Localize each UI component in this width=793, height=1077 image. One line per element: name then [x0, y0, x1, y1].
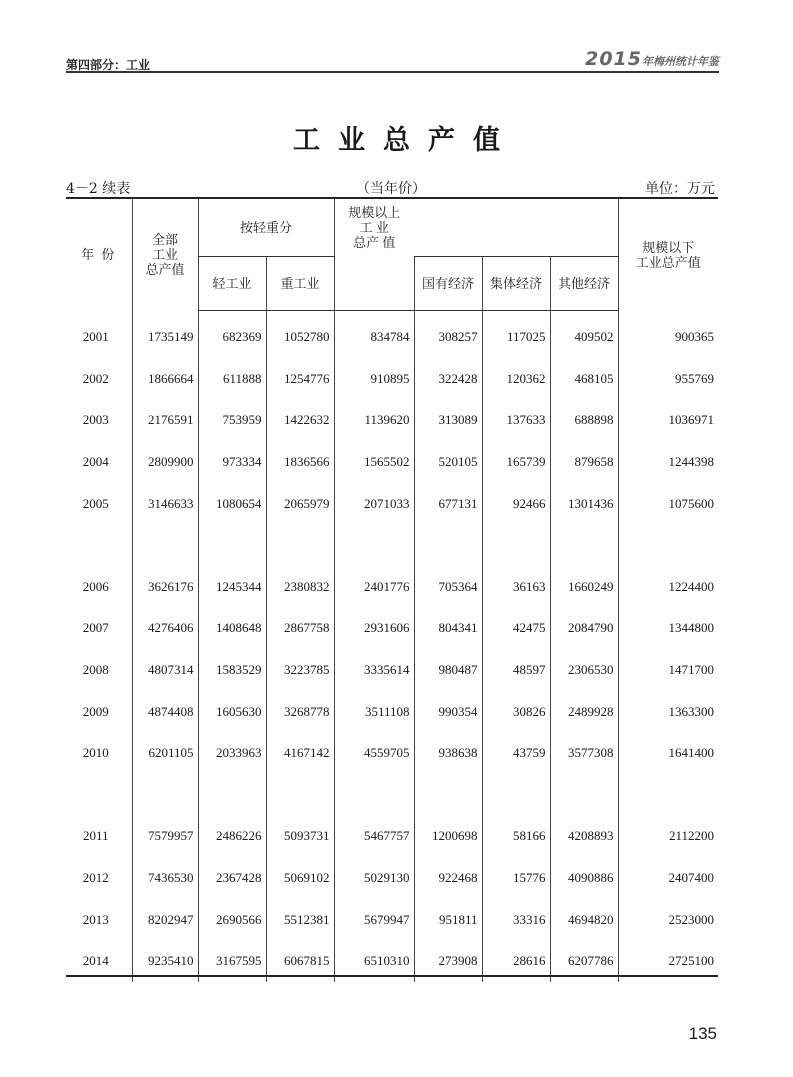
- cell-year: 2011: [82, 828, 109, 844]
- cell-collective: 15776: [482, 857, 550, 899]
- col-header-collective: 集体经济: [482, 256, 550, 310]
- cell-below-scale: 1344800: [618, 608, 718, 650]
- cell-state: 308257: [414, 310, 482, 358]
- cell-other: 409502: [550, 310, 618, 358]
- cell-total: 4874408: [132, 691, 198, 733]
- cell-heavy: 5093731: [266, 816, 334, 858]
- cell-light: 2367428: [198, 857, 266, 899]
- cell-total: 4807314: [132, 649, 198, 691]
- cell-light: 753959: [198, 400, 266, 442]
- cell-state: 322428: [414, 358, 482, 400]
- spacer-cell: [132, 524, 198, 566]
- cell-heavy: 5069102: [266, 857, 334, 899]
- cell-other: 2084790: [550, 608, 618, 650]
- cell-total: 3626176: [132, 566, 198, 608]
- cell-other: 1660249: [550, 566, 618, 608]
- cell-above-scale: 2071033: [334, 483, 414, 525]
- cell-below-scale: 1224400: [618, 566, 718, 608]
- cell-state: 273908: [414, 940, 482, 982]
- cell-below-scale: 955769: [618, 358, 718, 400]
- cell-below-scale: 1641400: [618, 732, 718, 774]
- cell-other: 2306530: [550, 649, 618, 691]
- spacer-cell: [482, 774, 550, 816]
- cell-year: 2001: [82, 329, 109, 345]
- spacer-row: [66, 774, 718, 816]
- spacer-cell: [550, 774, 618, 816]
- cell-total: 7579957: [132, 816, 198, 858]
- cell-above-scale: 3511108: [334, 691, 414, 733]
- yearbook-year: 2015: [585, 48, 642, 70]
- cell-above-scale: 4559705: [334, 732, 414, 774]
- table-row: [66, 732, 718, 774]
- cell-below-scale: 2725100: [618, 940, 718, 982]
- cell-state: 990354: [414, 691, 482, 733]
- cell-below-scale: 1363300: [618, 691, 718, 733]
- cell-collective: 120362: [482, 358, 550, 400]
- spacer-cell: [198, 524, 266, 566]
- cell-year: 2006: [82, 578, 109, 594]
- table-row: [66, 816, 718, 858]
- cell-collective: 58166: [482, 816, 550, 858]
- col-header-below-scale: 规模以下 工业总产值: [618, 198, 718, 310]
- cell-light: 2486226: [198, 816, 266, 858]
- cell-other: 4090886: [550, 857, 618, 899]
- cell-above-scale: 5029130: [334, 857, 414, 899]
- cell-light: 2033963: [198, 732, 266, 774]
- cell-year: 2002: [82, 370, 109, 386]
- yearbook-header: [585, 48, 719, 70]
- cell-collective: 42475: [482, 608, 550, 650]
- table-row: [66, 400, 718, 442]
- cell-state: 520105: [414, 441, 482, 483]
- cell-total: 6201105: [132, 732, 198, 774]
- cell-below-scale: 2112200: [618, 816, 718, 858]
- table-row: [66, 310, 718, 358]
- cell-heavy: 2380832: [266, 566, 334, 608]
- spacer-cell: [66, 774, 132, 816]
- cell-collective: 165739: [482, 441, 550, 483]
- table-row: [66, 483, 718, 525]
- cell-above-scale: 5467757: [334, 816, 414, 858]
- col-header-total: 全部 工业 总产值: [132, 198, 198, 310]
- cell-total: 3146633: [132, 483, 198, 525]
- spacer-cell: [482, 524, 550, 566]
- spacer-cell: [266, 524, 334, 566]
- cell-total: 1735149: [132, 310, 198, 358]
- cell-above-scale: 834784: [334, 310, 414, 358]
- spacer-cell: [550, 524, 618, 566]
- cell-heavy: 4167142: [266, 732, 334, 774]
- cell-other: 3577308: [550, 732, 618, 774]
- col-header-light-heavy: 按轻重分: [198, 198, 334, 256]
- table-row: [66, 608, 718, 650]
- cell-collective: 33316: [482, 899, 550, 941]
- cell-other: 468105: [550, 358, 618, 400]
- cell-below-scale: 2523000: [618, 899, 718, 941]
- cell-light: 2690566: [198, 899, 266, 941]
- cell-year: 2009: [82, 703, 109, 719]
- cell-state: 938638: [414, 732, 482, 774]
- cell-below-scale: 2407400: [618, 857, 718, 899]
- cell-light: 611888: [198, 358, 266, 400]
- cell-state: 922468: [414, 857, 482, 899]
- cell-collective: 43759: [482, 732, 550, 774]
- col-header-ownership-group: [414, 198, 618, 256]
- col-header-light: 轻工业: [198, 256, 266, 310]
- cell-total: 8202947: [132, 899, 198, 941]
- cell-light: 1583529: [198, 649, 266, 691]
- section-header: 第四部分：工业: [66, 58, 151, 72]
- cell-collective: 36163: [482, 566, 550, 608]
- cell-heavy: 3223785: [266, 649, 334, 691]
- unit-label: 单位：万元: [645, 181, 715, 197]
- spacer-cell: [414, 774, 482, 816]
- table-row: [66, 899, 718, 941]
- cell-year: 2014: [82, 953, 109, 969]
- cell-heavy: 2867758: [266, 608, 334, 650]
- cell-collective: 137633: [482, 400, 550, 442]
- table-row: [66, 566, 718, 608]
- cell-above-scale: 1139620: [334, 400, 414, 442]
- col-header-other: 其他经济: [550, 256, 618, 310]
- cell-year: 2004: [82, 454, 109, 470]
- table-row: [66, 857, 718, 899]
- col-header-state: 国有经济: [414, 256, 482, 310]
- spacer-cell: [266, 774, 334, 816]
- cell-heavy: 3268778: [266, 691, 334, 733]
- cell-collective: 30826: [482, 691, 550, 733]
- spacer-cell: [618, 774, 718, 816]
- cell-state: 677131: [414, 483, 482, 525]
- cell-other: 4208893: [550, 816, 618, 858]
- cell-heavy: 1422632: [266, 400, 334, 442]
- cell-below-scale: 900365: [618, 310, 718, 358]
- cell-other: 1301436: [550, 483, 618, 525]
- cell-heavy: 2065979: [266, 483, 334, 525]
- spacer-cell: [132, 774, 198, 816]
- spacer-cell: [66, 524, 132, 566]
- cell-other: 688898: [550, 400, 618, 442]
- cell-light: 682369: [198, 310, 266, 358]
- price-basis: （当年价）: [356, 181, 426, 197]
- cell-above-scale: 2401776: [334, 566, 414, 608]
- cell-heavy: 5512381: [266, 899, 334, 941]
- table-row: [66, 691, 718, 733]
- spacer-cell: [198, 774, 266, 816]
- cell-year: 2012: [82, 870, 109, 886]
- cell-heavy: 1254776: [266, 358, 334, 400]
- cell-year: 2010: [82, 745, 109, 761]
- cell-collective: 92466: [482, 483, 550, 525]
- cell-total: 2176591: [132, 400, 198, 442]
- cell-light: 973334: [198, 441, 266, 483]
- table-row: [66, 441, 718, 483]
- col-header-above-scale-lower: [334, 256, 414, 310]
- yearbook-title: 年梅州统计年鉴: [642, 55, 719, 68]
- table-number: 4－2 续表: [66, 181, 131, 197]
- col-header-year: 年 份: [66, 198, 132, 310]
- spacer-cell: [334, 774, 414, 816]
- cell-state: 313089: [414, 400, 482, 442]
- cell-total: 7436530: [132, 857, 198, 899]
- cell-year: 2007: [82, 620, 109, 636]
- cell-total: 2809900: [132, 441, 198, 483]
- cell-other: 4694820: [550, 899, 618, 941]
- cell-state: 705364: [414, 566, 482, 608]
- table-bottom-rule: [66, 975, 718, 977]
- spacer-cell: [414, 524, 482, 566]
- cell-below-scale: 1244398: [618, 441, 718, 483]
- cell-light: 1245344: [198, 566, 266, 608]
- table-row: [66, 358, 718, 400]
- cell-above-scale: 6510310: [334, 940, 414, 982]
- cell-heavy: 1836566: [266, 441, 334, 483]
- table-row: [66, 649, 718, 691]
- cell-total: 1866664: [132, 358, 198, 400]
- spacer-cell: [618, 524, 718, 566]
- cell-collective: 48597: [482, 649, 550, 691]
- cell-above-scale: 1565502: [334, 441, 414, 483]
- header-rule: [66, 71, 719, 73]
- cell-below-scale: 1036971: [618, 400, 718, 442]
- cell-above-scale: 3335614: [334, 649, 414, 691]
- page-title: 工业总产值: [293, 125, 518, 156]
- cell-collective: 117025: [482, 310, 550, 358]
- cell-other: 2489928: [550, 691, 618, 733]
- cell-below-scale: 1471700: [618, 649, 718, 691]
- cell-light: 1408648: [198, 608, 266, 650]
- spacer-row: [66, 524, 718, 566]
- spacer-cell: [334, 524, 414, 566]
- cell-light: 1605630: [198, 691, 266, 733]
- cell-year: 2005: [82, 495, 109, 511]
- cell-state: 804341: [414, 608, 482, 650]
- col-header-heavy: 重工业: [266, 256, 334, 310]
- cell-light: 1080654: [198, 483, 266, 525]
- cell-light: 3167595: [198, 940, 266, 982]
- industrial-output-table: [66, 197, 718, 982]
- cell-state: 980487: [414, 649, 482, 691]
- cell-year: 2003: [82, 412, 109, 428]
- cell-above-scale: 5679947: [334, 899, 414, 941]
- cell-heavy: 6067815: [266, 940, 334, 982]
- cell-above-scale: 2931606: [334, 608, 414, 650]
- cell-year: 2008: [82, 662, 109, 678]
- cell-year: 2013: [82, 911, 109, 927]
- cell-total: 9235410: [132, 940, 198, 982]
- cell-total: 4276406: [132, 608, 198, 650]
- col-header-above-scale: 规模以上 工 业 总产 值: [334, 198, 414, 256]
- cell-state: 1200698: [414, 816, 482, 858]
- cell-other: 6207786: [550, 940, 618, 982]
- cell-heavy: 1052780: [266, 310, 334, 358]
- page-number: 135: [688, 1024, 717, 1043]
- cell-collective: 28616: [482, 940, 550, 982]
- cell-other: 879658: [550, 441, 618, 483]
- cell-state: 951811: [414, 899, 482, 941]
- cell-above-scale: 910895: [334, 358, 414, 400]
- cell-below-scale: 1075600: [618, 483, 718, 525]
